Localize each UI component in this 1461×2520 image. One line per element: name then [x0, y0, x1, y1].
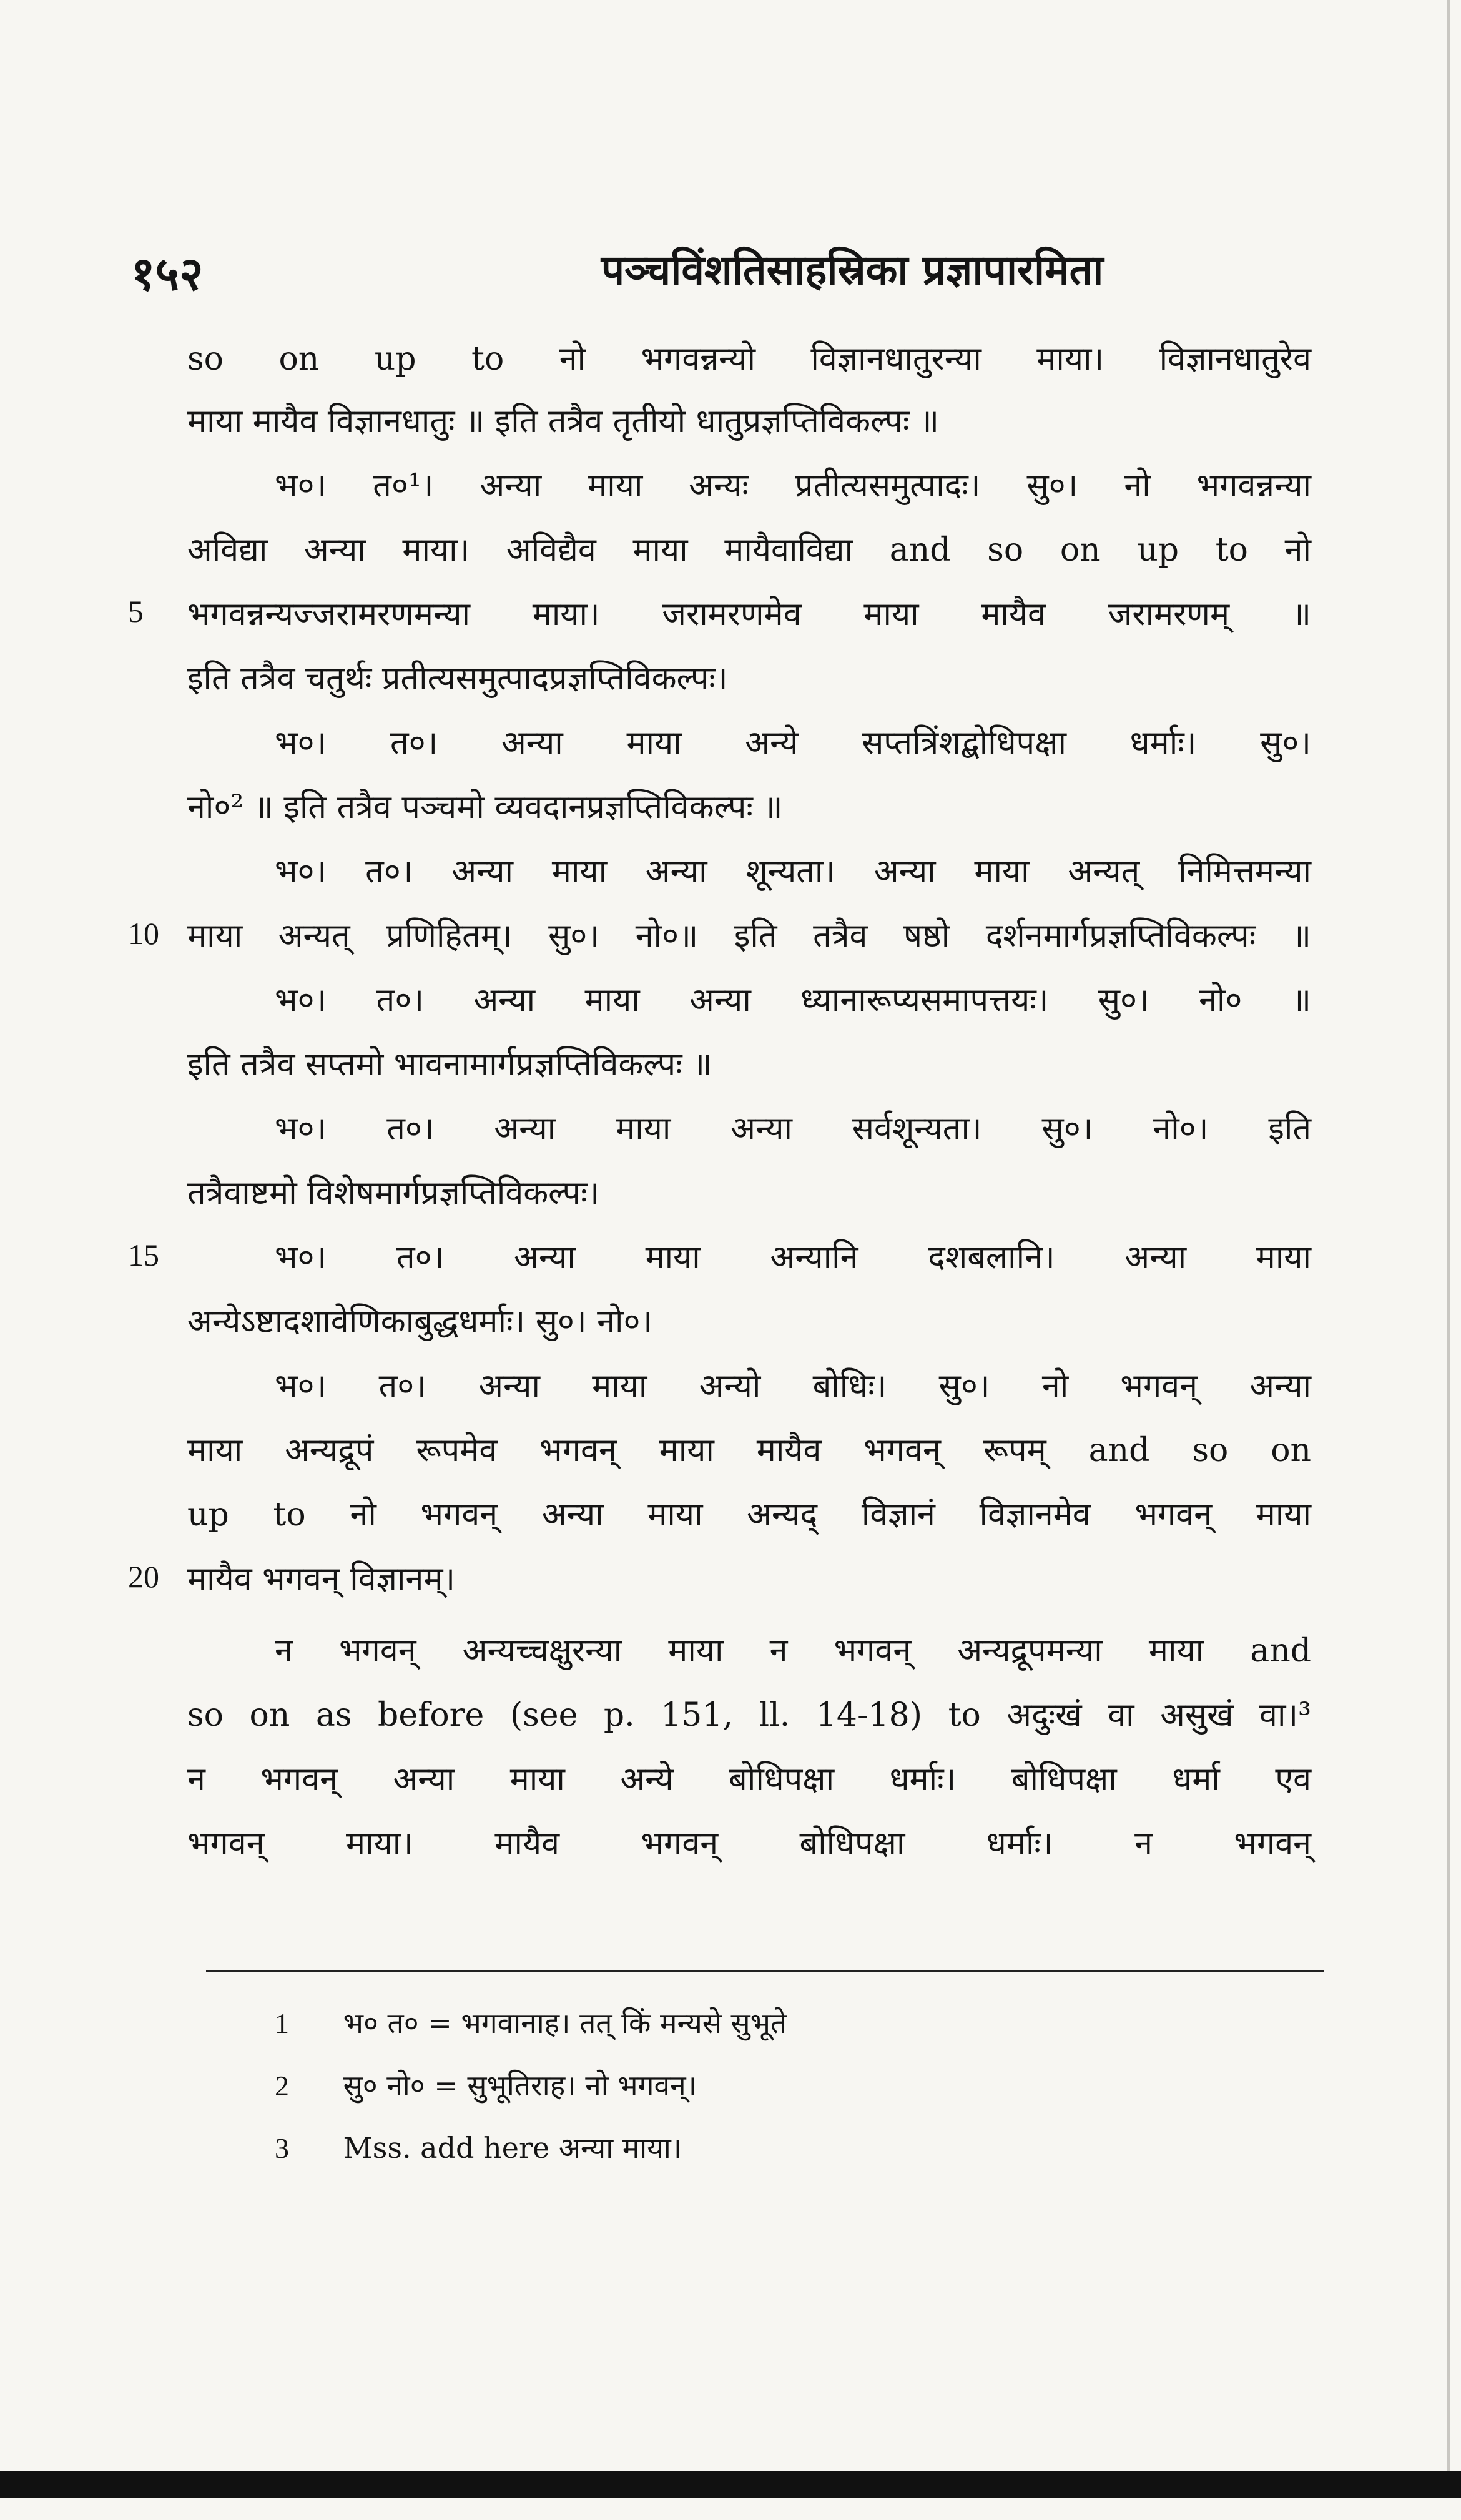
text-line: up to नो भगवन् अन्या माया अन्यद् विज्ञानं विज्ञानमेव भगवन् माया [187, 1496, 1311, 1533]
footnote-text: सु० नो० = सुभूतिराह। नो भगवन्। [343, 2069, 697, 2102]
text-line: भ०। त०। अन्या माया अन्या ध्यानारूप्यसमापत्तयः। सु०। नो० ॥ [275, 982, 1311, 1019]
text-line: न भगवन् अन्या माया अन्ये बोधिपक्षा धर्माः। बोधिपक्षा धर्मा एव [187, 1761, 1311, 1798]
text-line: इति तत्रैव सप्तमो भावनामार्गप्रज्ञप्तिविकल्पः ॥ [187, 1046, 712, 1083]
text-line: माया अन्यद्रूपं रूपमेव भगवन् माया मायैव भगवन् रूपम् and so on [187, 1432, 1311, 1469]
page-header [131, 240, 1317, 309]
text-line: माया अन्यत् प्रणिहितम्। सु०। नो०॥ इति तत्रैव षष्ठो दर्शनमार्गप्रज्ञप्तिविकल्पः ॥ [187, 917, 1311, 955]
text-line: भ०। त०। अन्या माया अन्या शून्यता। अन्या माया अन्यत् निमित्तमन्या [275, 853, 1311, 890]
text-line: भगवन् माया। मायैव भगवन् बोधिपक्षा धर्माः। न भगवन् [187, 1825, 1311, 1863]
text-line: so on as before (see p. 151, ll. 14-18) to अदुःखं वा असुखं वा।³ [187, 1696, 1311, 1734]
text-line: भ०। त०। अन्या माया अन्यो बोधिः। सु०। नो भगवन् अन्या [275, 1367, 1311, 1405]
text-line: अन्येऽष्टादशावेणिकाबुद्धधर्माः। सु०। नो०। [187, 1303, 653, 1341]
text-line: न भगवन् अन्यच्चक्षुरन्या माया न भगवन् अन्यद्रूपमन्या माया and [275, 1632, 1311, 1670]
footnote-text: भ० त० = भगवानाह। तत् किं मन्यसे सुभूते [343, 2006, 787, 2040]
text-line: भ०। त०। अन्या माया अन्यानि दशबलानि। अन्या माया [275, 1239, 1311, 1276]
footnote-number: 1 [275, 2007, 289, 2039]
footnote-number: 2 [275, 2070, 289, 2102]
footnote-number: 3 [275, 2132, 289, 2164]
footnote-text: Mss. add here अन्या माया। [343, 2131, 682, 2165]
text-line: so on up to नो भगवन्नन्यो विज्ञानधातुरन्या माया। विज्ञानधातुरेव [187, 340, 1311, 378]
text-line: अविद्या अन्या माया। अविद्यैव माया मायैवाविद्या and so on up to नो [187, 531, 1311, 569]
page-number: १५२ [131, 247, 204, 301]
footnote-rule [206, 1970, 1324, 1972]
text-line: नो०² ॥ इति तत्रैव पञ्चमो व्यवदानप्रज्ञप्तिविकल्पः ॥ [187, 789, 783, 826]
scan-bottom-edge [0, 2471, 1461, 2498]
line-number: 15 [128, 1238, 159, 1272]
footnote [275, 2004, 787, 2042]
line-number: 20 [128, 1559, 159, 1594]
line-number: 5 [128, 594, 144, 629]
text-line: भ०। त०। अन्या माया अन्या सर्वशून्यता। सु०। नो०। इति [275, 1110, 1311, 1148]
line-number: 10 [128, 916, 159, 951]
text-line: तत्रैवाष्टमो विशेषमार्गप्रज्ञप्तिविकल्पः। [187, 1174, 600, 1212]
text-line: इति तत्रैव चतुर्थः प्रतीत्यसमुत्पादप्रज्ञप्तिविकल्पः। [187, 660, 728, 697]
text-line: भगवन्नन्यज्जरामरणमन्या माया। जरामरणमेव माया मायैव जरामरणम् ॥ [187, 596, 1311, 633]
footnote [275, 2067, 697, 2105]
text-line: माया मायैव विज्ञानधातुः ॥ इति तत्रैव तृतीयो धातुप्रज्ञप्तिविकल्पः ॥ [187, 403, 940, 440]
text-line: भ०। त०¹। अन्या माया अन्यः प्रतीत्यसमुत्पादः। सु०। नो भगवन्नन्या [275, 467, 1311, 504]
page-edge [1447, 0, 1450, 2471]
running-title: पञ्चविंशतिसाहस्रिका प्रज्ञापारमिता [601, 245, 1104, 294]
text-line: भ०। त०। अन्या माया अन्ये सप्तत्रिंशद्बोधिपक्षा धर्माः। सु०। [275, 724, 1311, 762]
footnote [275, 2129, 682, 2167]
text-line: मायैव भगवन् विज्ञानम्। [187, 1560, 456, 1598]
